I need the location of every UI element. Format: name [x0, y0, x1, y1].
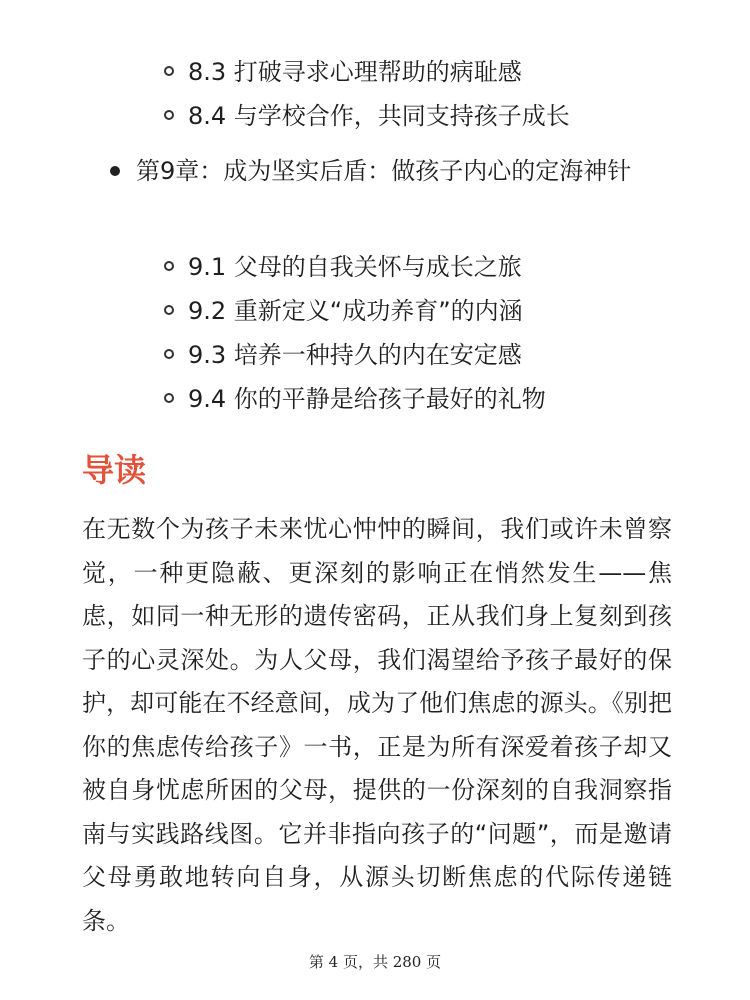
circle-bullet-icon [164, 305, 174, 315]
toc-item-label: 9.1 父母的自我关怀与成长之旅 [188, 253, 522, 281]
circle-bullet-icon [164, 349, 174, 359]
toc-item-label: 9.3 培养一种持久的内在安定感 [188, 341, 522, 369]
circle-bullet-icon [164, 66, 174, 76]
toc-chapter-9[interactable] [110, 152, 670, 190]
circle-bullet-icon [164, 110, 174, 120]
circle-bullet-icon [164, 393, 174, 403]
toc-item-label: 8.3 打破寻求心理帮助的病耻感 [188, 58, 522, 86]
toc-item-label: 8.4 与学校合作，共同支持孩子成长 [188, 102, 570, 130]
disc-bullet-icon [110, 166, 120, 176]
circle-bullet-icon [164, 261, 174, 271]
toc-item-label: 9.4 你的平静是给孩子最好的礼物 [188, 385, 546, 413]
toc-item-label: 9.2 重新定义“成功养育”的内涵 [188, 297, 523, 325]
section-heading: 导读 [82, 451, 147, 489]
intro-paragraph: 在无数个为孩子未来忧心忡忡的瞬间，我们或许未曾察觉，一种更隐蔽、更深刻的影响正在悄然发生——焦虑，如同一种无形的遗传密码，正从我们身上复刻到孩子的心灵深处。为人父母，我们渴望给予孩子最好的保护，却可能在不经意间，成为了他们焦虑的源头。《别把你的焦虑传给孩子》一书，正是为所有深爱着孩子却又被自身忧虑所困的父母，提供的一份深刻的自我洞察指南与实践路线图。它并非指向孩子的“问题”，而是邀请父母勇敢地转向自身，从源头切断焦虑的代际传递链条。 [82, 515, 672, 935]
page-indicator: 第 4 页，共 280 页 [308, 953, 442, 971]
toc-chapter-label: 第9章：成为坚实后盾：做孩子内心的定海神针 [136, 157, 632, 185]
